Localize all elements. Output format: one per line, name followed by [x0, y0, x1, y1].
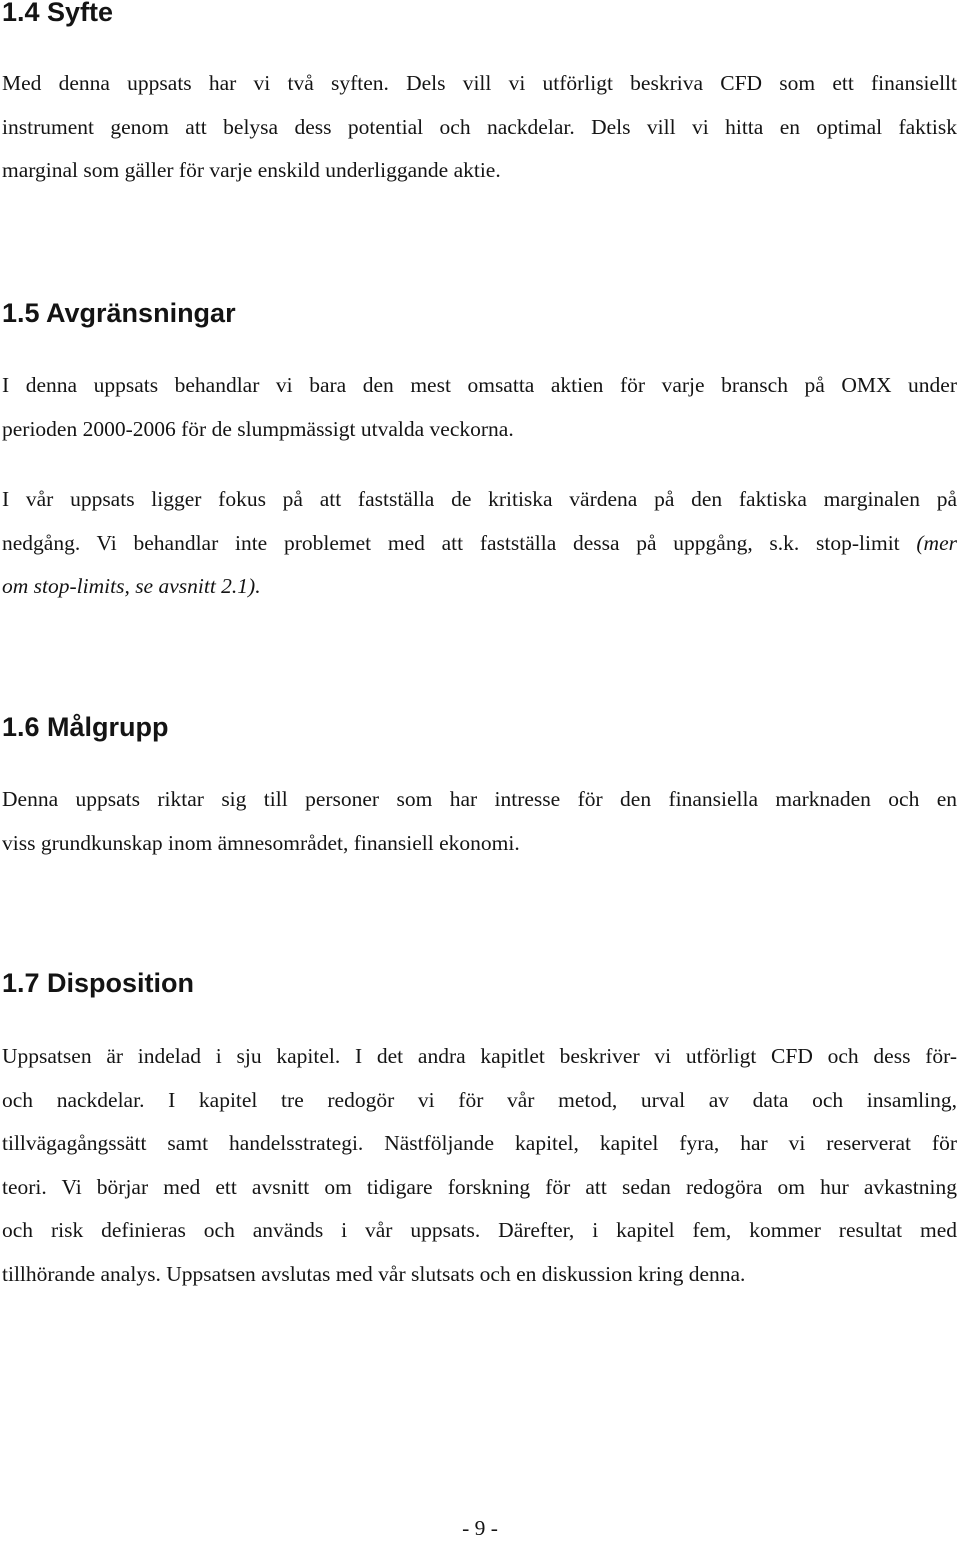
paragraph-line: viss grundkunskap inom ämnesområdet, finansiell ekonomi.	[2, 830, 520, 855]
paragraph-disposition	[2, 1035, 957, 1296]
paragraph-line: tillhörande analys. Uppsatsen avslutas med vår slutsats och en diskussion kring denna.	[2, 1261, 746, 1286]
paragraph-line: och nackdelar. I kapitel tre redogör vi för vår metod, urval av data och insamling,	[2, 1087, 957, 1112]
paragraph-line: instrument genom att belysa dess potential och nackdelar. Dels vill vi hitta en optimal faktisk	[2, 114, 957, 139]
paragraph-line: I vår uppsats ligger fokus på att fastställa de kritiska värdena på den faktiska marginalen på	[2, 487, 957, 511]
section-heading-syfte: 1.4 Syfte	[2, 0, 114, 27]
paragraph-line: Uppsatsen är indelad i sju kapitel. I det andra kapitlet beskriver vi utförligt CFD och dess för-	[2, 1044, 957, 1068]
section-heading-disposition: 1.7 Disposition	[2, 968, 195, 998]
paragraph-line: och risk definieras och används i vår uppsats. Därefter, i kapitel fem, kommer resultat med	[2, 1218, 957, 1242]
paragraph-avgransningar-1	[2, 364, 957, 451]
paragraph-line: tillvägagångssätt samt handelsstrategi. Nästföljande kapitel, kapitel fyra, har vi reserverat för	[2, 1131, 957, 1155]
paragraph-line-italic: om stop-limits, se avsnitt 2.1).	[2, 574, 261, 598]
section-heading-malgrupp: 1.6 Målgrupp	[2, 712, 169, 742]
paragraph-line-italic: (mer	[916, 530, 957, 555]
paragraph-line	[2, 522, 957, 566]
paragraph-line: I denna uppsats behandlar vi bara den mest omsatta aktien för varje bransch på OMX under	[2, 373, 957, 397]
paragraph-malgrupp	[2, 778, 957, 865]
paragraph-line: teori. Vi börjar med ett avsnitt om tidigare forskning för att sedan redogöra om hur avkastning	[2, 1174, 957, 1199]
section-heading-avgransningar: 1.5 Avgränsningar	[2, 298, 236, 328]
paragraph-line: marginal som gäller för varje enskild underliggande aktie.	[2, 158, 501, 182]
paragraph-syfte	[2, 62, 957, 193]
paragraph-avgransningar-2	[2, 478, 957, 609]
paragraph-line: Med denna uppsats har vi två syften. Dels vill vi utförligt beskriva CFD som ett finansiellt	[2, 71, 957, 95]
page-number: - 9 -	[462, 1516, 498, 1540]
paragraph-line-text: nedgång. Vi behandlar inte problemet med att fastställa dessa på uppgång, s.k. stop-limit	[2, 530, 917, 555]
paragraph-line: Denna uppsats riktar sig till personer som har intresse för den finansiella marknaden och en	[2, 787, 957, 811]
paragraph-line: perioden 2000-2006 för de slumpmässigt utvalda veckorna.	[2, 416, 514, 441]
